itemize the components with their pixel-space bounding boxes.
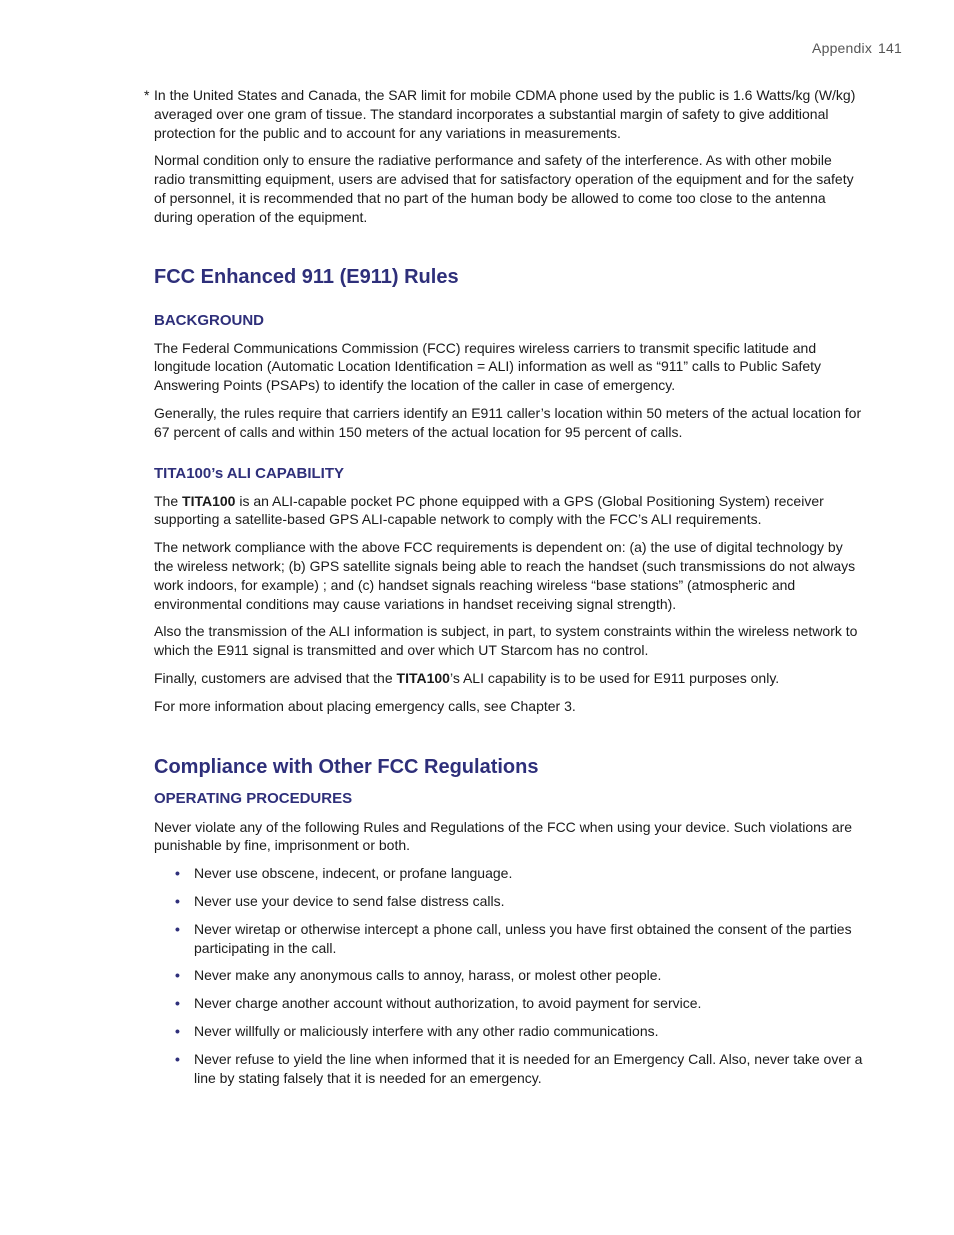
bullet-icon: • <box>175 1050 180 1067</box>
bullet-icon: • <box>175 892 180 909</box>
device-name-bold: TITA100 <box>396 669 450 686</box>
page-content <box>144 86 866 1096</box>
list-item <box>175 920 866 958</box>
ali-p1-text-start: The <box>154 492 183 509</box>
list-item <box>175 892 866 911</box>
sar-footnote <box>144 86 866 142</box>
list-item <box>175 966 866 985</box>
rule-text: Never make any anonymous calls to annoy, harass, or molest other people. <box>194 967 662 984</box>
rule-text: Never use your device to send false distress calls. <box>194 892 505 909</box>
rule-text: Never refuse to yield the line when informed that it is needed for an Emergency Call. Also, never take over a line by stating falsely that it is needed for an emergency. <box>194 1050 863 1086</box>
bullet-icon: • <box>175 865 180 882</box>
bullet-icon: • <box>175 967 180 984</box>
ali-p4-text-start: Finally, customers are advised that the <box>154 669 397 686</box>
rules-list <box>175 864 866 1087</box>
ali-p1-text-end: is an ALI-capable pocket PC phone equipped with a GPS (Global Positioning System) receiver supporting a satellite-based GPS ALI-capable network to comply with the FCC’s ALI requirements. <box>154 492 824 528</box>
section-label: Appendix <box>812 40 873 56</box>
ali-paragraph-1 <box>154 492 866 530</box>
background-paragraph-2: Generally, the rules require that carriers identify an E911 caller’s location within 50 meters of the actual location for 67 percent of calls and within 150 meters of the actual location for 95 percent of calls. <box>154 404 862 440</box>
page-number: 141 <box>878 40 902 56</box>
bullet-icon: • <box>175 1022 180 1039</box>
e911-section-title: FCC Enhanced 911 (E911) Rules <box>154 265 459 288</box>
rule-text: Never charge another account without authorization, to avoid payment for service. <box>194 995 702 1012</box>
bullet-icon: • <box>175 995 180 1012</box>
list-item <box>175 1050 866 1088</box>
footnote-marker: * <box>144 87 150 103</box>
bullet-icon: • <box>175 920 180 937</box>
background-heading: BACKGROUND <box>154 311 264 329</box>
list-item <box>175 994 866 1013</box>
background-paragraph-1: The Federal Communications Commission (FCC) requires wireless carriers to transmit specific latitude and longitude location (Automatic Location Identification = ALI) information as well as “911” calls to Public Safety Answering Points (PSAPs) to identify the location of the caller in case of emergency. <box>154 339 822 394</box>
device-name-bold: TITA100 <box>182 492 236 509</box>
operating-procedures-heading: OPERATING PROCEDURES <box>154 789 353 807</box>
ali-paragraph-3: Also the transmission of the ALI information is subject, in part, to system constraints within the wireless network to which the E911 signal is transmitted and over which UT Starcom has no control. <box>154 623 858 659</box>
operating-intro-paragraph: Never violate any of the following Rules and Regulations of the FCC when using your device. Such violations are punishable by fine, imprisonment or both. <box>154 818 853 854</box>
sar-footnote-text: In the United States and Canada, the SAR limit for mobile CDMA phone used by the public is 1.6 Watts/kg (W/kg) averaged over one gram of tissue. The standard incorporates a substantial margin of safety to give additional protection for the public and to account for any variations in measurements. <box>154 87 856 141</box>
page-header <box>812 40 902 56</box>
ali-paragraph-4 <box>154 669 866 688</box>
ali-paragraph-5: For more information about placing emergency calls, see Chapter 3. <box>154 697 576 714</box>
normal-condition-paragraph: Normal condition only to ensure the radiative performance and safety of the interference. As with other mobile radio transmitting equipment, users are advised that for satisfactory operation of the equipment and for the safety of personnel, it is recommended that no part of the human body be allowed to come too close to the antenna during operation of the equipment. <box>154 152 854 225</box>
rule-text: Never willfully or maliciously interfere with any other radio communications. <box>194 1022 659 1039</box>
list-item <box>175 1022 866 1041</box>
ali-paragraph-2: The network compliance with the above FCC requirements is dependent on: (a) the use of digital technology by the wireless network; (b) GPS satellite signals being able to reach the handset (such transmissions do not always work indoors, for example) ; and (c) handset signals reaching wireless “base stations” (atmospheric and environmental conditions may cause variations in handset receiving signal strength). <box>154 539 856 612</box>
rule-text: Never use obscene, indecent, or profane language. <box>194 865 513 882</box>
list-item <box>175 864 866 883</box>
ali-capability-heading: TITA100’s ALI CAPABILITY <box>154 464 345 482</box>
compliance-section-title: Compliance with Other FCC Regulations <box>154 755 539 778</box>
rule-text: Never wiretap or otherwise intercept a phone call, unless you have first obtained the consent of the parties participating in the call. <box>194 920 852 956</box>
ali-p4-text-end: ’s ALI capability is to be used for E911 purposes only. <box>449 669 780 686</box>
